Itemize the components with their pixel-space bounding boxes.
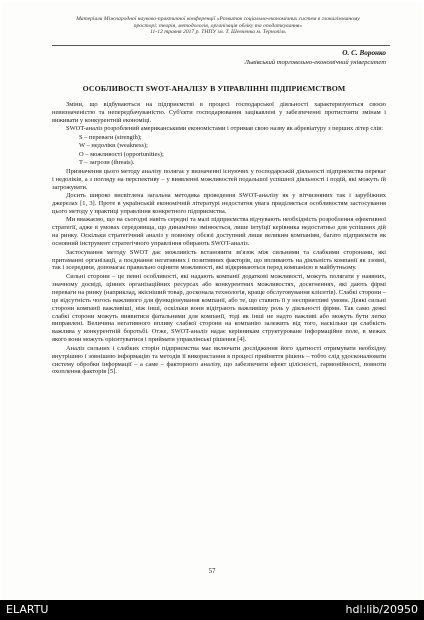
paragraph: SWOT-аналіз розроблений американськими економістами і отримав свою назву як абревіатуру з перших літер слів: bbox=[66, 125, 384, 133]
document-page bbox=[2, 2, 422, 600]
paragraph: Сильні сторони – це певні особливості, які надають компанії додаткові можливості, можуть полягати у наявних, значному досвіді, цінних організаційних ресурсах або конкурентних можливостях, досягненнях, які дають фірмі переваги на ринку (наприклад, якісніший товар, досконала технологія, краще обслуговування клієнтів). Слабкі сторони – це відсутність чогось важливого для функціонування компанії, або те, що ставить її у несприятливі умови. Деякі сильні сторони компанії важливіші, ніж інші, оскільки вони відіграють важливішу роль у діяльності фірми. Так само деякі слабкі сторони можуть виявитися фатальними для компанії, тоді як інші не надто важливі або можуть бути легко виправлені. Величина негативного впливу слабкої сторони на компанію залежить від того, наскільки ця слабкість важлива у конкурентній боротьбі. Отже, SWOT-аналіз надає керівникам структуроване інформаційне поле, в межах якого вони можуть орієнтуватися і приймати управлінські рішення [4]. bbox=[52, 272, 386, 344]
list-item: T – загрози (threats). bbox=[79, 159, 135, 167]
conference-dates: 11-12 травня 2017 р. ТНПУ ім. Т. Шевченка м. Тернопіль bbox=[150, 29, 286, 36]
article-title: ОСОБЛИВОСТІ SWOT-АНАЛІЗУ В УПРАВЛІННІ ПІДПРИЄМСТВОМ bbox=[82, 84, 346, 93]
list-item: S – переваги (strength); bbox=[79, 133, 142, 141]
conference-title: Матеріали Міжнародної науково-практичної конференції «Розвиток соціально-економічних систем в глокалізованому просторі: теорія, методологія, організація обліку та оподаткування» bbox=[76, 16, 360, 29]
paragraph: Ми вважаємо, що на сьогодні навіть середні та малі підприємства відчувають необхідність розроблення ефективної стратегії, адже в умовах середовища, що динамічно змінюється, лише інтуїції керівника недостатньо для успішних дій на ринку. Оскільки стратегічний аналіз у повному обсязі доступний лише великим компаніям, багато підприємств як основний інструмент стратегічного управління обирають SWOT-аналіз. bbox=[52, 216, 386, 248]
running-head bbox=[72, 16, 364, 36]
header-rule bbox=[52, 45, 390, 46]
author-name: О. С. Воронко bbox=[342, 49, 386, 57]
list-item: O – можливості (opportunities); bbox=[79, 150, 164, 158]
handle-id: hdl:lib/20950 bbox=[345, 603, 418, 616]
article-body bbox=[52, 101, 386, 377]
list-item: W – недоліки (weakness); bbox=[79, 142, 148, 150]
repository-name: ELARTU bbox=[6, 603, 49, 616]
author-affiliation: Львівський торговельно-економічний університет bbox=[244, 59, 386, 66]
paragraph: Застосування методу SWOT дає можливість встановити зв'язок між сильними та слабкими сторонами, які притаманні організації, а поєднання негативних і позитивних факторів, що впливають на діяльність компанії як ззовні, так і зсередини, допомагає правильно оцінити можливості, які відкриваються перед компанією в майбутньому. bbox=[52, 248, 386, 272]
paragraph: Аналіз сильних і слабких сторін підприємства має включати дослідження його здатності отримувати необхідну внутрішню і зовнішню інформацію та методів її використання в процесі прийняття рішень – тобто слід удосконалювати систему обробки інформації – а саме – факторного аналізу, що забезпечити ефект цілісності, гармонійності, повноти охоплення факторів [5]. bbox=[52, 344, 386, 376]
repository-footer bbox=[0, 600, 424, 620]
paragraph: Призначення цього методу аналізу полягає у визначенні існуючих у господарській діяльності підприємства переваг і недоліків, а з погляду на перспективу – у виявленні можливостей подальшої успішної діяльності і подій, які можуть їй загрожувати. bbox=[52, 167, 386, 191]
paragraph: Зміни, що відбуваються на підприємстві в процесі господарської діяльності характеризуються своєю невизначеністю та непередбачуваністю. Суб'єкти господарювання зацікавлені у забезпеченні протистояти змінам і виживати у конкурентній економіці. bbox=[52, 101, 386, 124]
paragraph: Досить широко висвітлена загальна методика проведення SWOT-аналізу як у вітчизняних так і зарубіжних джерелах [1, 3]. Проте в українській економічній літературі недостатня увага приділяється особливостям застосування цього методу у практиці управління конкретного підприємства. bbox=[52, 192, 386, 215]
page-number: 57 bbox=[208, 568, 216, 575]
